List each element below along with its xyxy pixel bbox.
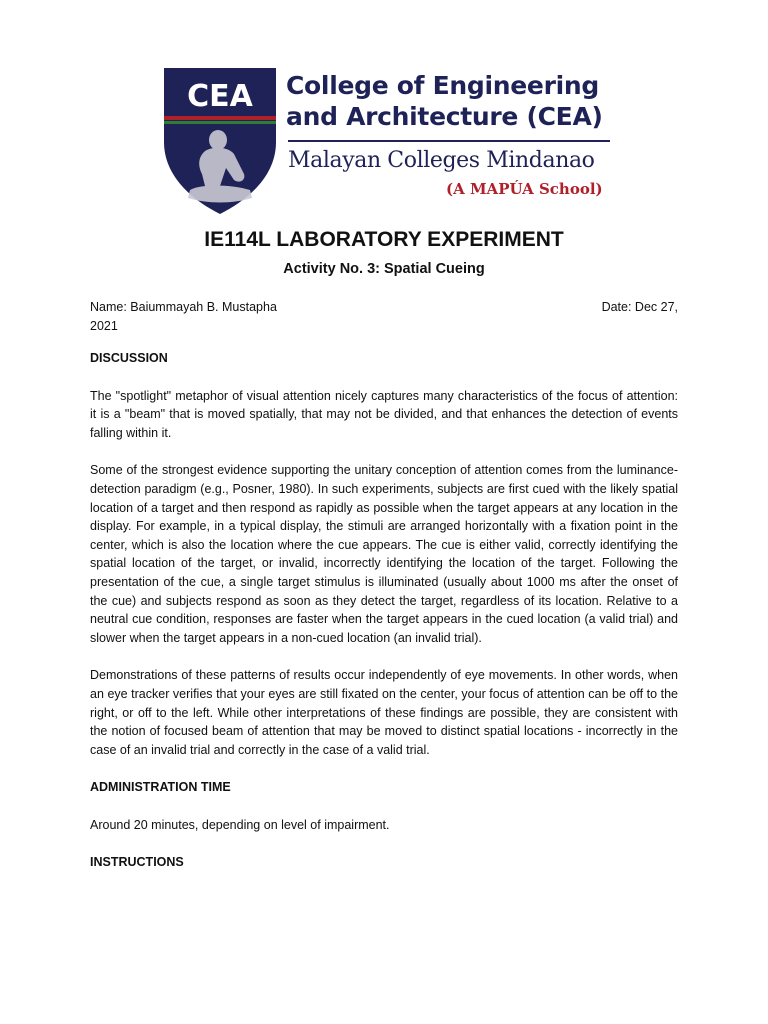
report-year: 2021 (90, 319, 118, 333)
discussion-paragraph-1: The "spotlight" metaphor of visual attention nicely captures many characteristics of the focus of attention: it is a "beam" that is moved spatially, that may not be divided, and that enhances the detection of events falling within it. (90, 388, 678, 440)
discussion-heading: DISCUSSION (90, 351, 168, 365)
school-name: Malayan Colleges Mindanao (288, 148, 595, 173)
administration-time-heading: ADMINISTRATION TIME (90, 780, 231, 795)
college-name-line2: and Architecture (CEA) (286, 102, 603, 131)
instructions-heading: INSTRUCTIONS (90, 855, 184, 870)
discussion-paragraph-2: Some of the strongest evidence supporting the unitary conception of attention comes from the luminance-detection paradigm (e.g., Posner, 1980). In such experiments, subjects are first cued with the likely spatial location of a target and then respond as rapidly as possible when the target appears at any location in the display. For example, in a typical display, the stimuli are arranged horizontally with a fixation point in the center, which is also the location where the cue appears. The cue is either valid, correctly identifying the spatial location of the target, or invalid, incorrectly identifying the location of the target. Following the presentation of the cue, a single target stimulus is illuminated (usually about 1000 ms after the onset of the cue) and subjects respond as soon as they detect the target, regardless of its location. Relative to a neutral cue condition, responses are faster when the target appears in the cued location (a valid trial) and slower when the target appears in a non-cued location (an invalid trial). (90, 463, 678, 645)
page-title: IE114L LABORATORY EXPERIMENT (204, 228, 564, 251)
document-header (152, 60, 622, 220)
logo-text: CEA (187, 79, 253, 114)
cea-shield-logo (160, 64, 280, 216)
page-subtitle: Activity No. 3: Spatial Cueing (283, 261, 485, 277)
school-tagline: (A MAPÚA School) (446, 180, 603, 198)
administration-time-text: Around 20 minutes, depending on level of impairment. (90, 817, 390, 832)
document-body (90, 298, 678, 891)
student-info (90, 298, 678, 335)
discussion-paragraph-3: Demonstrations of these patterns of results occur independently of eye movements. In other words, when an eye tracker verifies that your eyes are still fixated on the center, your focus of attention can be off to the right, or off to the left. While other interpretations of these findings are possible, they are consistent with the notion of focused beam of attention that may be moved to distinct spatial locations - incorrectly in the case of an invalid trial and correctly in the case of a valid trial. (90, 668, 678, 757)
header-divider (288, 140, 610, 142)
student-name: Name: Baiummayah B. Mustapha (90, 300, 277, 314)
college-name (286, 70, 626, 132)
report-date: Date: Dec 27, (601, 300, 678, 314)
college-name-line1: College of Engineering (286, 71, 599, 100)
